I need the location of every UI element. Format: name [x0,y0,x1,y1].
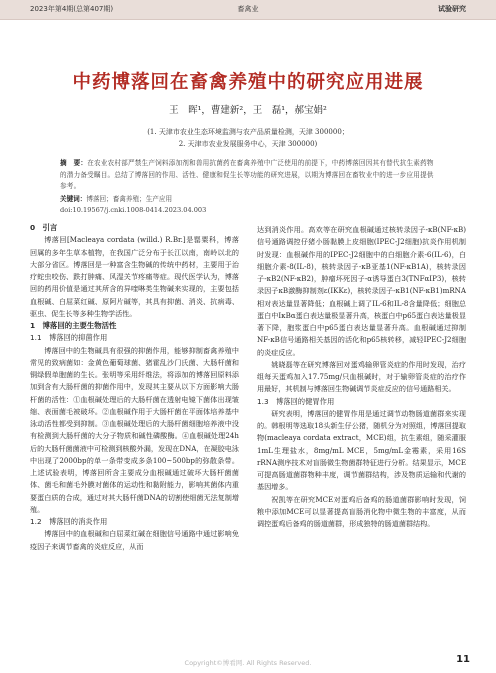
abstract-label: 摘 要： [60,159,88,167]
body-left-column [30,222,239,553]
keywords [60,193,172,203]
abstract [60,158,440,193]
keywords-text: 博落回；畜禽养殖；生产应用 [86,195,173,203]
abstract-text: 在农业农村部严禁生产饲料添加剂和兽用抗菌药在畜禽养殖中广泛使用的前提下，中药博落回因其有替代抗生素药物的潜力备受瞩目。总结了博落回的作用、活性、健康和促生长等功能的研究进展，以期为博落回在畜牧业中的进一步应用提供参考。 [60,159,434,190]
section-name: 试验研究 [438,5,466,13]
paragraph-anti-inflammatory-start: 博落回中的血根碱和白屈菜红碱在细胞信号通路中通过影响免疫因子来调节畜禽的炎症反应，从而 [30,529,239,551]
keywords-label: 关键词： [60,195,87,203]
doi: doi:10.19567/j.cnki.1008-0414.2023.04.003 [60,206,207,214]
journal-name: 畜禽业 [237,5,259,13]
section-heading-bioactivity: 1 博落回的主要生物活性 [30,321,117,330]
author-list: 王 晖¹，曹建新²，王 磊¹，郝宝娟² [169,105,327,116]
paragraph-oviduct-study: 姚晓磊等在研究博落回对蛋鸡输卵管炎症的作用时发现，治疗组每天蛋鸡加入17.75mg/只血根碱时，对于输卵管炎症的治疗作用最好，其机制与博落回生物碱调节炎症反应的信号通路相关。 [257,359,466,394]
paragraph-mce-layer: 祝凯等在研究MCE对蛋鸡后备鸡的肠道菌群影响时发现，饲粮中添加MCE可以显著提高盲肠消化物中微生物的丰富度，从而调控蛋鸡后备鸡的肠道菌群，形成独特的肠道菌群结构。 [257,494,466,528]
paragraph-gut-microbiota: 研究表明，博落回的健胃作用是通过调节动物肠道菌群来实现的。韩根明等选取18头新生仔公猪，随机分为对照组，博落回提取物(macleaya cordata extract，MCE)组，抗生素组，随采灌服1mL生理盐水，8mg/mL MCE，5mg/mL金霉素，采用16S rRNA测序技术对盲肠微生物菌群特征进行分析。结果显示，MCE可提高肠道菌群物种丰度，调节菌群结构，涉及物质运输和代谢的基因增多。 [257,408,466,492]
subsection-heading-antibacterial: 1.1 博落回的抑菌作用 [30,333,108,343]
body-right-column [257,224,466,530]
paragraph-introduction: 博落回[Macleaya cordata (willd.) R.Br.]是罂粟科，博落回属的多年生草本植物，在我国广泛分布于长江以南，南岭以北的大部分省区。博落回是一种富含生物碱的传统中药材，主要用于治疗蛇虫咬伤、跌打肿痛、风湿关节疼痛等症。现代医学认为，博落回的药用价值是通过其所含的异喹啉类生物碱来实现的，主要包括血根碱、白屈菜红碱、原阿片碱等，其具有抑菌、消炎、抗病毒、驱虫、促生长等多种生物学活性。 [30,235,239,318]
section-heading-introduction: 0 引言 [30,223,58,232]
page-number: 11 [456,654,470,665]
paragraph-antibacterial: 博落回中的生物碱具有很强的抑菌作用，能够抑制畜禽养殖中常见的致病菌如：金黄色葡萄球菌、猪霍乱沙门氏菌、大肠杆菌和铜绿假单胞菌的生长。张明等采用纤维法，将添加的博落回原料添加到含有大肠杆菌的抑菌作用中，发现其主要从以下方面影响大肠杆菌的活性：①血根碱处理后的大肠杆菌在透射电镜下菌体出现皱缩、表面菌毛被破坏。②血根碱作用于大肠杆菌在平面体培养基中泳动活性都受到抑制。③血根碱处理后的大肠杆菌细胞培养液中没有检测到大肠杆菌的大分子物质和碱性磷酸酶。④血根碱处理24h后的大肠杆菌菌液中可检测到核酸外漏，发现在DNA，在凝胶电泳中出现了2000bp的单一条带变成多条100~500bp的弥散条带。上述试验表明，博落回所含主要成分血根碱通过破坏大肠杆菌菌体、菌毛和菌毛外膜对菌体的运动性和黏附能力，影响其菌体内重要蛋白质的合成，通过对其大肠杆菌DNA的切割使细菌无法复制增殖。 [30,345,239,514]
affiliation-2: 2. 天津市农业发展服务中心，天津 300000) [178,140,318,148]
issue-info: 2023年第4期(总第407期) [30,5,114,13]
subsection-heading-stomach: 1.3 博落回的健胃作用 [257,396,335,406]
subsection-heading-anti-inflammatory: 1.2 博落回的消炎作用 [30,517,108,526]
affiliation-1: (1. 天津市农业生态环境监测与农产品质量检测，天津 300000； [147,128,349,136]
copyright-watermark: Copyright©博看网. All Rights Reserved. [184,659,312,667]
article-title: 中药博落回在畜禽养殖中的研究应用进展 [72,72,424,93]
paragraph-anti-inflammatory-cont: 达到消炎作用。高欢等在研究血根碱通过核转录因子-κB(NF-κB)信号通路调控仔猪小肠黏膜上皮细胞(IPEC-J2细胞)抗炎作用机制时发现：血根碱作用的IPEC-J2细胞中的白细胞介素-6(IL-6)，白细胞介素-8(IL-8)，核转录因子-κB亚基1(NF-κB1A)，核转录因子-κB2(NF-κB2)，肿瘤坏死因子-α诱导蛋白3(TNFαIP3)，核转录因子κB激酶抑制剂ε(IKKε)，核转录因子-κB1(NF-κB1)mRNA相对表达量显著降低；血根碱上调了IL-6和IL-8含量降低；细胞总蛋白中IκBα蛋白表达量极显著升高，核蛋白中p65蛋白表达量极显著下降，胞浆蛋白中p65蛋白表达量显著升高。血根碱通过抑制NF-κB信号通路相关基因的活化和p65核转移，减轻IPEC-J2细胞的炎症反应。 [257,225,466,357]
running-header [0,0,496,20]
